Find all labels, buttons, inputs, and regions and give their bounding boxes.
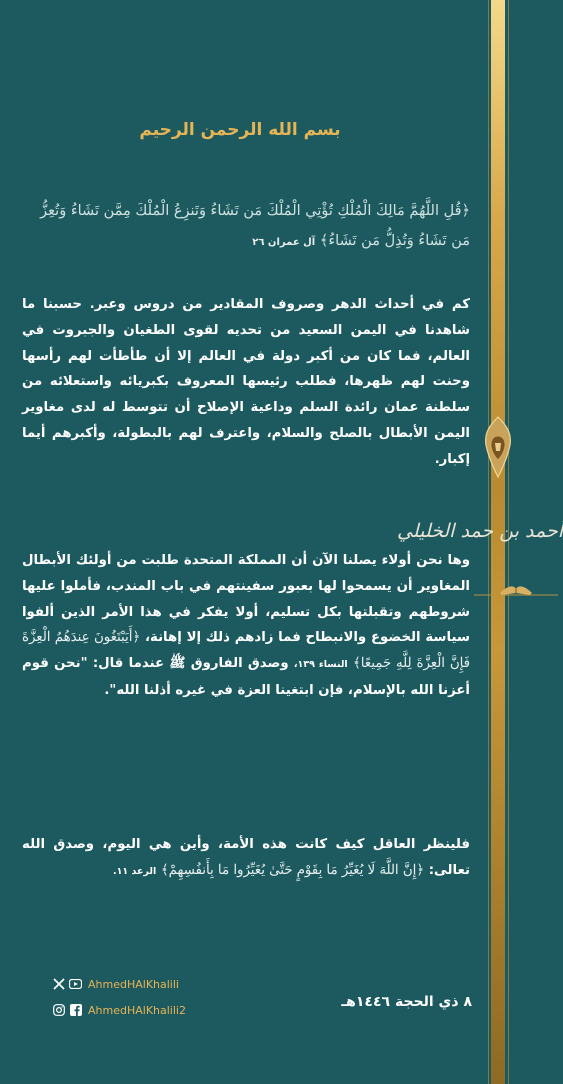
social-handle[interactable]: AhmedHAlKhalili2 (88, 1003, 186, 1017)
facebook-icon[interactable] (69, 1004, 82, 1017)
paragraph-2-text-b: وصدق الفاروق ﷺ عندما قال: "نحن قوم أعزنا الله بالإسلام، فإن ابتغينا العزة في غيره أذلنا الله". (22, 656, 470, 698)
verse-reference: آل عمران ٢٦ (252, 237, 316, 248)
paragraph-2 (22, 548, 470, 704)
hijri-date: ٨ ذي الحجة ١٤٤٦هـ (341, 994, 472, 1010)
bismillah-heading: بسم الله الرحمن الرحيم (139, 120, 341, 140)
paragraph-2-text-a: وها نحن أولاء يصلنا الآن أن المملكة المتحدة طلبت من أولئك الأبطال المغاوير أن يسمحوا لها بعبور سفينتهم في باب المندب، فأملوا عليها شروطهم وتقبلتها بكل تسليم، أولا يفكر في هذا الأمر الذين ألفوا سياسة الخضوع والانبطاح فما زادهم ذلك إلا إهانة، (22, 553, 470, 646)
paragraph-3-reference: الرعد ١١. (113, 865, 157, 877)
quran-verse (24, 196, 470, 258)
paragraph-2-quran: ﴿أَيَبْتَغُونَ عِندَهُمُ الْعِزَّةَ فَإِنَّ الْعِزَّةَ لِلَّهِ جَمِيعًا﴾ (22, 630, 471, 672)
emblem-icon (478, 415, 518, 479)
open-book-icon (474, 573, 558, 603)
paragraph-3-quran: ﴿إِنَّ اللَّهَ لَا يُغَيِّرُ مَا بِقَوْمٍ حَتَّىٰ يُغَيِّرُوا مَا بِأَنفُسِهِمْ﴾ (160, 862, 425, 878)
youtube-icon[interactable] (69, 978, 82, 991)
paragraph-1: كم في أحداث الدهر وصروف المقادير من دروس وعبر. حسبنا ما شاهدنا في اليمن السعيد من تحديه لقوى الطغيان والجبروت في العالم، فما كان من أكبر دولة في العالم إلا أن طأطأت لهم رأسها وحنت لهم ظهرها، فطلب رئيسها المعروف بكبريائه واستعلائه من سلطنة عمان رائدة السلم وداعية الإصلاح أن تتوسط له لدى مغاوير اليمن الأبطال بالصلح والسلام، واعترف لهم بالبطولة، وأكبرهم أيما إكبار. (22, 297, 470, 467)
social-handle[interactable]: AhmedHAlKhalili (88, 977, 179, 991)
social-row-2[interactable] (52, 1000, 186, 1020)
x-icon[interactable] (52, 978, 65, 991)
social-links (52, 974, 186, 1026)
paragraph-3 (22, 832, 470, 885)
signature: أحمد بن حمد الخليلي (396, 520, 563, 542)
paragraph-2-reference: النساء ١٣٩، (293, 659, 348, 671)
paragraph-3-text: فلينظر العاقل كيف كانت هذه الأمة، وأين هي اليوم، وصدق الله تعالى: (22, 837, 470, 878)
social-row-1[interactable] (52, 974, 186, 994)
verse-text: ﴿قُلِ اللَّهُمَّ مَالِكَ الْمُلْكِ تُؤْتِي الْمُلْكَ مَن تَشَاءُ وَتَنزِعُ الْمُلْكَ مِمَّن تَشَاءُ وَتُعِزُّ مَن تَشَاءُ وَتُذِلُّ مَن تَشَاءُ﴾ (40, 203, 470, 249)
instagram-icon[interactable] (52, 1004, 65, 1017)
